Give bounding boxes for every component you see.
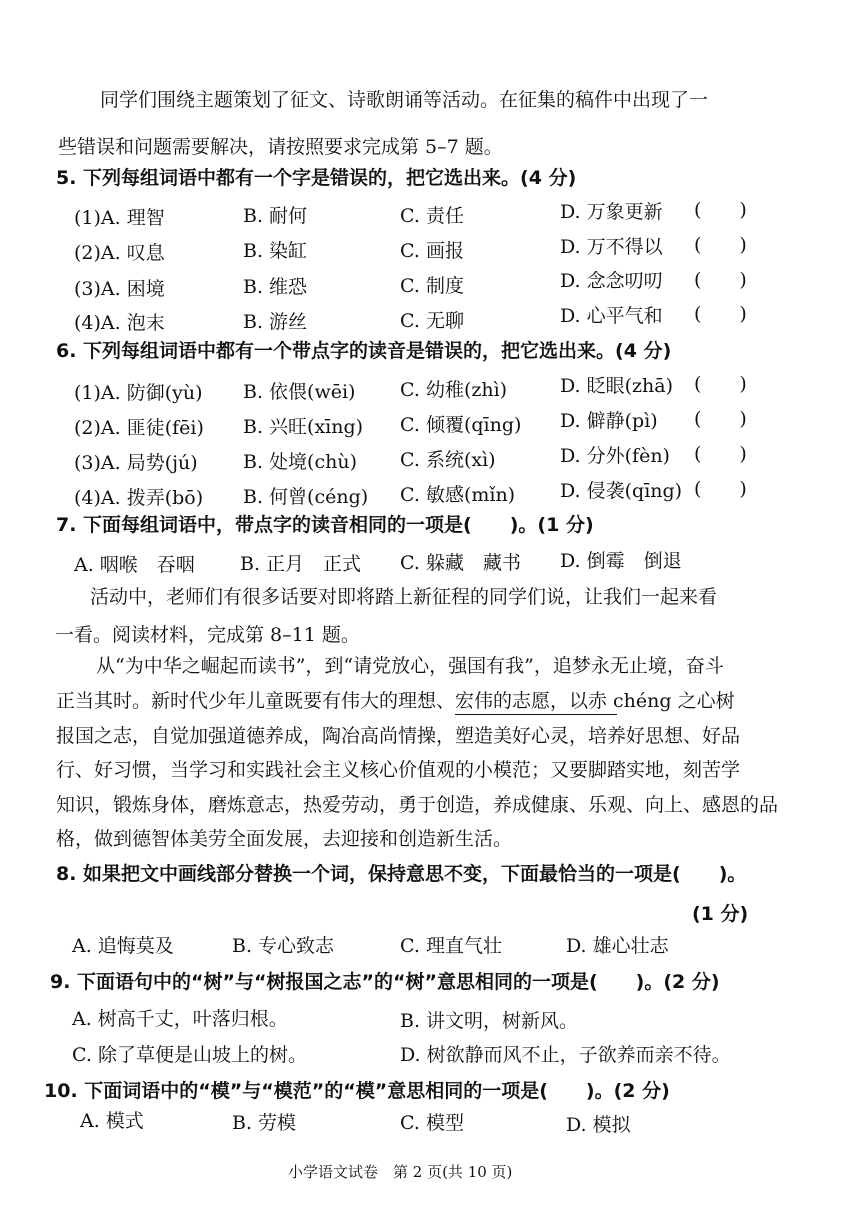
q9-stem: 9. 下面语句中的“树”与“树报国之志”的“树”意思相同的一项是( )。(2 分) [50,971,720,993]
q5-stem: 5. 下列每组词语中都有一个字是错误的，把它选出来。(4 分) [56,167,577,189]
q10-option-d: D. 模拟 [566,1114,631,1136]
q6-option-a: (2)A. 匪徒(fēi) [74,417,204,439]
q9-option-c: C. 除了草便是山坡上的树。 [72,1044,307,1066]
q10-option-a: A. 模式 [80,1110,144,1132]
q9-option-d: D. 树欲静而风不止，子欲养而亲不待。 [400,1044,731,1066]
answer-paren[interactable]: ( ) [694,199,747,221]
passage-underline [455,714,617,715]
q5-option-a: (2)A. 叹息 [74,242,165,264]
q6-option-c: C. 幼稚(zhì) [400,379,508,401]
q5-option-b: B. 游丝 [243,311,308,333]
q8-option-d: D. 雄心壮志 [566,935,669,957]
page-footer: 小学语文试卷 第 2 页(共 10 页) [288,1163,513,1181]
passage-line: 从“为中华之崛起而读书”，到“请党放心，强国有我”，追梦永无止境，奋斗 [96,655,724,677]
q9-option-a: A. 树高千丈，叶落归根。 [72,1008,288,1030]
passage-line: 知识，锻炼身体，磨炼意志，热爱劳动，勇于创造，养成健康、乐观、向上、感恩的品 [56,794,779,816]
q6-option-a: (1)A. 防御(yù) [74,382,203,404]
q5-option-d: D. 万不得以 [560,236,663,258]
q5-option-a: (4)A. 泡末 [74,312,165,334]
q7-option-a: A. 咽喉 吞咽 [74,554,195,576]
q6-option-d: D. 眨眼(zhā) [560,375,674,397]
q5-option-c: C. 无聊 [400,310,464,332]
q6-stem: 6. 下列每组词语中都有一个带点字的读音是错误的，把它选出来。(4 分) [56,340,672,362]
passage-line: 报国之志，自觉加强道德养成，陶冶高尚情操，塑造美好心灵，培养好思想、好品 [56,725,741,747]
q6-option-b: B. 何曾(céng) [243,486,369,508]
intro-line-2: 些错误和问题需要解决，请按照要求完成第 5–7 题。 [58,136,503,158]
q8-option-b: B. 专心致志 [232,935,335,957]
passage-line: 格，做到德智体美劳全面发展，去迎接和创造新生活。 [56,828,513,850]
answer-paren[interactable]: ( ) [694,373,747,395]
q5-option-d: D. 万象更新 [560,201,663,223]
answer-paren[interactable]: ( ) [694,234,747,256]
activity-line-2: 一看。阅读材料，完成第 8–11 题。 [55,624,360,646]
q5-option-c: C. 责任 [400,205,464,227]
q10-option-b: B. 劳模 [232,1112,297,1134]
q6-option-a: (3)A. 局势(jú) [74,452,198,474]
q8-score: (1 分) [692,903,749,925]
q10-stem: 10. 下面词语中的“模”与“模范”的“模”意思相同的一项是( )。(2 分) [44,1080,670,1102]
q5-option-c: C. 画报 [400,240,464,262]
q8-option-c: C. 理直气壮 [400,935,502,957]
q7-option-c: C. 躲藏 藏书 [400,552,521,574]
q6-option-d: D. 僻静(pì) [560,410,658,432]
q5-option-d: D. 念念叨叨 [560,270,663,292]
q6-option-d: D. 分外(fèn) [560,445,670,467]
q5-option-b: B. 染缸 [243,240,308,262]
q6-option-a: (4)A. 拨弄(bō) [74,487,204,509]
intro-line-1: 同学们围绕主题策划了征文、诗歌朗诵等活动。在征集的稿件中出现了一 [100,89,709,111]
answer-paren[interactable]: ( ) [694,303,747,325]
q5-option-b: B. 维恐 [243,276,308,298]
q6-option-c: C. 倾覆(qīng) [400,414,522,436]
q7-option-b: B. 正月 正式 [240,553,362,575]
q6-option-b: B. 处境(chù) [243,451,357,473]
q5-option-d: D. 心平气和 [560,305,663,327]
q7-option-d: D. 倒霉 倒退 [560,550,682,572]
q6-option-d: D. 侵袭(qīng) [560,480,683,502]
q9-option-b: B. 讲文明，树新风。 [400,1010,579,1032]
q7-stem: 7. 下面每组词语中，带点字的读音相同的一项是( )。(1 分) [56,514,594,536]
q6-option-c: C. 系统(xì) [400,449,496,471]
q5-option-a: (3)A. 困境 [74,278,165,300]
q5-option-a: (1)A. 理智 [74,207,165,229]
answer-paren[interactable]: ( ) [694,443,747,465]
q6-option-b: B. 依偎(wēi) [243,381,356,403]
answer-paren[interactable]: ( ) [694,478,747,500]
q8-stem: 8. 如果把文中画线部分替换一个词，保持意思不变，下面最恰当的一项是( )。 [56,863,747,885]
q5-option-b: B. 耐何 [243,205,308,227]
answer-paren[interactable]: ( ) [694,408,747,430]
q6-option-c: C. 敏感(mǐn) [400,484,516,506]
activity-line-1: 活动中，老师们有很多话要对即将踏上新征程的同学们说，让我们一起来看 [90,586,718,608]
passage-line: 正当其时。新时代少年儿童既要有伟大的理想、宏伟的志愿，以赤 chéng 之心树 [56,690,735,712]
passage-line: 行、好习惯，当学习和实践社会主义核心价值观的小模范；又要脚踏实地，刻苦学 [56,759,741,781]
q8-option-a: A. 追悔莫及 [72,935,174,957]
answer-paren[interactable]: ( ) [694,269,747,291]
q6-option-b: B. 兴旺(xīng) [243,416,364,438]
q10-option-c: C. 模型 [400,1112,464,1134]
q5-option-c: C. 制度 [400,275,464,297]
